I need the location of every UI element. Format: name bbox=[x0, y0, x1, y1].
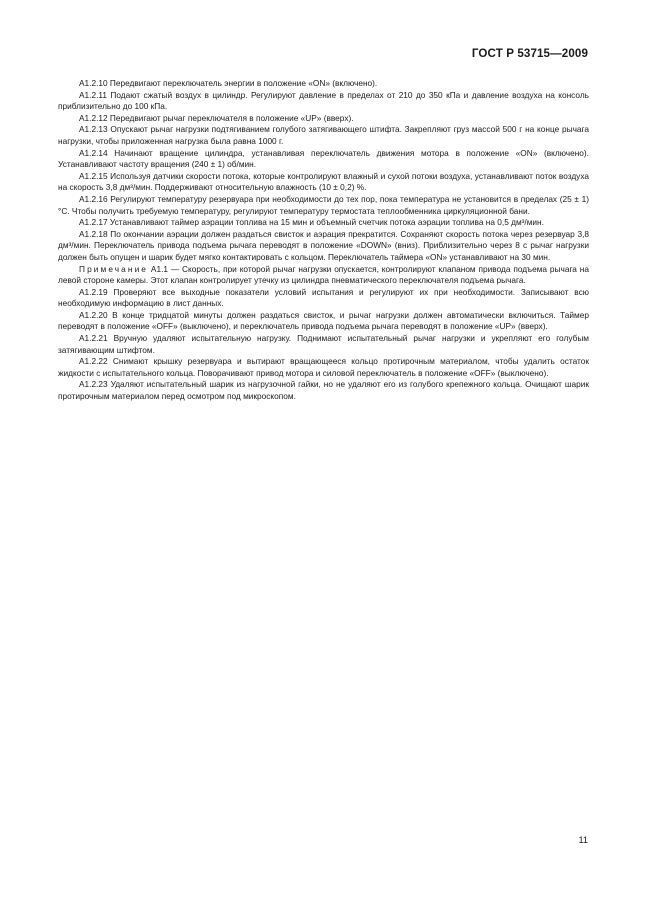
paragraph-a1-2-20: А1.2.20 В конце тридцатой минуты должен раздаться свисток, и рычаг нагрузки должен автоматически включиться. Таймер переводят в положение «OFF» (выключено), и переключатель привода подъема рычага переводят в положение «UP» (вверх). bbox=[58, 309, 589, 332]
paragraph-a1-2-16: А1.2.16 Регулируют температуру резервуара при необходимости до тех пор, пока температура не установится в пределах (25 ± 1) °С. Чтобы получить требуемую температуру, регулируют температуру термостата теплообменника циркуляционной бани. bbox=[58, 193, 589, 216]
paragraph-a1-2-15: А1.2.15 Используя датчики скорости потока, которые контролируют влажный и сухой потоки воздуха, устанавливают поток воздуха на скорость 3,8 дм³/мин. Поддерживают относительную влажность (10 ± 0,2) %. bbox=[58, 170, 589, 193]
page-number: 11 bbox=[578, 835, 588, 845]
paragraph-a1-2-22: А1.2.22 Снимают крышку резервуара и вытирают вращающееся кольцо протирочным материалом, чтобы удалить остаток жидкости с испытательного кольца. Поворачивают привод мотора и силовой переключатель в положение «OFF» (выключено). bbox=[58, 356, 589, 378]
paragraph-a1-2-11: А1.2.11 Подают сжатый воздух в цилиндр. Регулируют давление в пределах от 210 до 350 кПа и давление воздуха на консоль приблизительно до 100 кПа. bbox=[58, 89, 589, 112]
paragraph-a1-2-18: А1.2.18 По окончании аэрации должен раздаться свисток и аэрация прекратится. Сохраняют скорость потока через резервуар 3,8 дм³/мин. Переключатель привода подъема рычага переводят в положение «DOWN» (вниз). Приблизительно через 8 с рычаг нагрузки должен быть опущен и шарик будет мягко контактировать с кольцом. Переключатель таймера «ON» устанавливают на 30 мин. bbox=[58, 228, 589, 262]
paragraph-a1-2-23: А1.2.23 Удаляют испытательный шарик из нагрузочной гайки, но не удаляют его из голубого крепежного кольца. Очищают шарик протирочным материалом перед осмотром под микроскопом. bbox=[58, 379, 589, 402]
note-a1-1 bbox=[58, 264, 589, 287]
paragraph-a1-2-17: А1.2.17 Устанавливают таймер аэрации топлива на 15 мин и объемный счетчик потока аэрации топлива на 0,5 дм³/мин. bbox=[79, 217, 544, 228]
paragraph-a1-2-12: А1.2.12 Передвигают рычаг переключателя в положение «UP» (вверх). bbox=[79, 112, 354, 123]
standard-header: ГОСТ Р 53715—2009 bbox=[471, 47, 588, 60]
note-label: Примечание bbox=[79, 263, 149, 274]
paragraph-a1-2-14: А1.2.14 Начинают вращение цилиндра, устанавливая переключатель движения мотора в положение «ON» (включено). Устанавливают частоту вращения (240 ± 1) об/мин. bbox=[58, 147, 589, 170]
paragraph-a1-2-10: А1.2.10 Передвигают переключатель энергии в положение «ON» (включено). bbox=[79, 78, 378, 88]
paragraph-a1-2-19: А1.2.19 Проверяют все выходные показатели условий испытания и регулируют их при необходимости. Записывают всю необходимую информацию в лист данных. bbox=[58, 286, 589, 309]
paragraph-a1-2-21: А1.2.21 Вручную удаляют испытательную нагрузку. Поднимают испытательный рычаг нагрузки и укрепляют его голубым затягивающим штифтом. bbox=[58, 333, 589, 355]
document-body bbox=[58, 78, 589, 403]
note-text: А1.1 — Скорость, при которой рычаг нагрузки опускается, контролируют клапаном привода подъема рычага на левой стороне камеры. Этот клапан контролирует утечку из цилиндра пневматического переключателя подъема рычага. bbox=[58, 263, 589, 286]
paragraph-a1-2-13: А1.2.13 Опускают рычаг нагрузки подтягиванием голубого затягивающего штифта. Закрепляют груз массой 500 г на конце рычага нагрузки, чтобы приложенная нагрузка была равна 1000 г. bbox=[58, 124, 589, 146]
